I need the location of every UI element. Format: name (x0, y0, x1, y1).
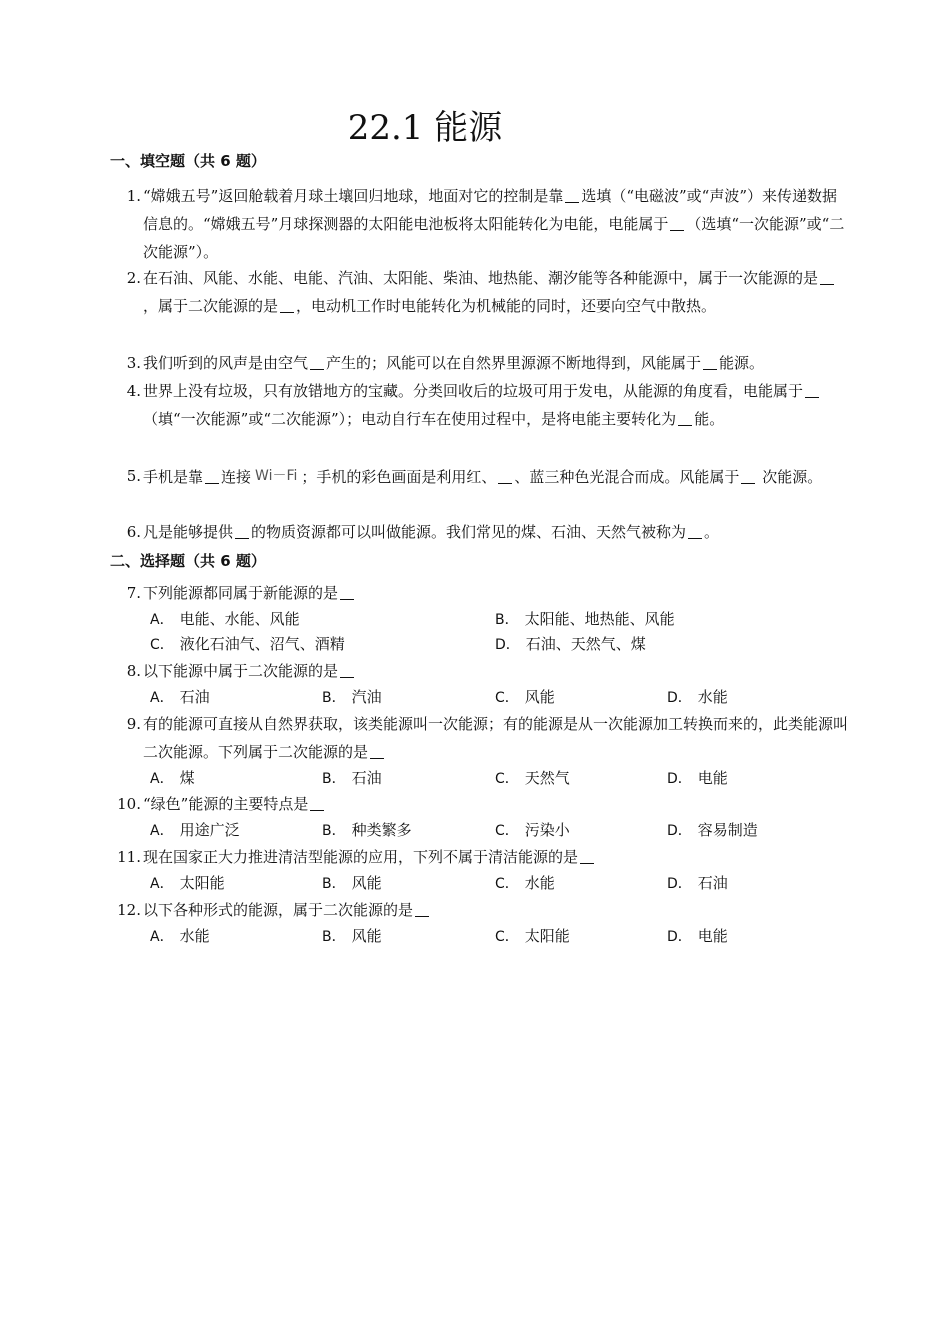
answer-blank[interactable] (310, 796, 324, 811)
option-b[interactable]: B． 风能 (322, 927, 382, 945)
option-d[interactable]: D． 电能 (667, 769, 728, 787)
answer-blank[interactable] (805, 383, 819, 398)
question-number: 5. (126, 467, 141, 485)
answer-blank[interactable] (498, 469, 512, 484)
answer-blank[interactable] (741, 469, 755, 484)
option-c[interactable]: C． 风能 (495, 688, 555, 706)
option-c[interactable]: C． 液化石油气、沼气、酒精 (150, 635, 345, 653)
answer-blank[interactable] (205, 469, 219, 484)
question-number: 10. (117, 795, 141, 813)
option-c[interactable]: C． 污染小 (495, 821, 570, 839)
question-number: 1. (126, 187, 141, 205)
question-text: 以下能源中属于二次能源的是 (143, 657, 850, 685)
answer-blank[interactable] (370, 744, 384, 759)
question-text: 有的能源可直接从自然界获取，该类能源叫一次能源；有的能源是从一次能源加工转换而来的，此类能源叫二次能源。下列属于二次能源的是 (143, 715, 849, 761)
option-b[interactable]: B． 种类繁多 (322, 821, 412, 839)
section-heading-fill: 一、填空题（共 6 题） (110, 152, 266, 170)
option-d[interactable]: D． 石油、天然气、煤 (495, 635, 646, 653)
question-number: 6. (126, 523, 141, 541)
option-a[interactable]: A． 电能、水能、风能 (150, 610, 300, 628)
answer-blank[interactable] (688, 524, 702, 539)
question-7 (115, 579, 850, 607)
option-a[interactable]: A． 水能 (150, 927, 210, 945)
option-b[interactable]: B． 石油 (322, 769, 382, 787)
question-2 (115, 264, 850, 320)
answer-blank[interactable] (415, 902, 429, 917)
question-number: 3. (126, 354, 141, 372)
question-text: 我们听到的风声是由空气 产生的；风能可以在自然界里源源不断地得到，风能属于 能源。 (143, 354, 765, 372)
question-text: 下列能源都同属于新能源的是 (143, 579, 850, 607)
answer-blank[interactable] (820, 270, 834, 285)
page-title: 22.1 能源 (347, 108, 503, 148)
option-c[interactable]: C． 太阳能 (495, 927, 570, 945)
question-text: 以下各种形式的能源，属于二次能源的是 (143, 896, 850, 924)
option-c[interactable]: C． 水能 (495, 874, 555, 892)
option-c[interactable]: C． 天然气 (495, 769, 570, 787)
section-heading-choice: 二、选择题（共 6 题） (110, 552, 266, 570)
answer-blank[interactable] (580, 849, 594, 864)
option-a[interactable]: A． 太阳能 (150, 874, 225, 892)
question-5 (115, 462, 850, 491)
question-11 (115, 843, 850, 871)
question-text: 现在国家正大力推进清洁型能源的应用，下列不属于清洁能源的是 (143, 843, 850, 871)
answer-blank[interactable] (340, 585, 354, 600)
option-d[interactable]: D． 容易制造 (667, 821, 758, 839)
question-text: “嫦娥五号”返回舱载着月球土壤回归地球，地面对它的控制是靠 选填（“电磁波”或“声波”）来传递数据信息的。“嫦娥五号”月球探测器的太阳能电池板将太阳能转化为电能，电能属于 （选填“一次能源”或“二次能源”）。 (143, 187, 845, 261)
question-number: 8. (126, 662, 141, 680)
option-d[interactable]: D． 电能 (667, 927, 728, 945)
answer-blank[interactable] (678, 411, 692, 426)
question-text: 凡是能够提供 的物质资源都可以叫做能源。我们常见的煤、石油、天然气被称为 。 (143, 523, 720, 541)
question-12 (115, 896, 850, 924)
answer-blank[interactable] (340, 663, 354, 678)
question-8 (115, 657, 850, 685)
question-text: 手机是靠 连接 Wi－Fi ；手机的彩色画面是利用红、 、蓝三种色光混合而成。风能属于 次能源。 (143, 468, 823, 486)
option-b[interactable]: B． 汽油 (322, 688, 382, 706)
question-number: 7. (126, 584, 141, 602)
question-number: 9. (126, 715, 141, 733)
question-text: 在石油、风能、水能、电能、汽油、太阳能、柴油、地热能、潮汐能等各种能源中，属于一次能源的是，属于二次能源的是 ，电动机工作时电能转化为机械能的同时，还要向空气中散热。 (143, 264, 850, 320)
question-10 (115, 790, 850, 818)
question-text: “绿色”能源的主要特点是 (143, 790, 850, 818)
question-3 (115, 349, 850, 377)
answer-blank[interactable] (565, 188, 579, 203)
option-a[interactable]: A． 石油 (150, 688, 210, 706)
question-number: 2. (126, 269, 141, 287)
option-d[interactable]: D． 水能 (667, 688, 728, 706)
question-number: 12. (117, 901, 141, 919)
answer-blank[interactable] (235, 524, 249, 539)
option-a[interactable]: A． 用途广泛 (150, 821, 240, 839)
option-b[interactable]: B． 太阳能、地热能、风能 (495, 610, 675, 628)
option-a[interactable]: A． 煤 (150, 769, 195, 787)
answer-blank[interactable] (703, 355, 717, 370)
option-d[interactable]: D． 石油 (667, 874, 728, 892)
question-number: 11. (117, 848, 141, 866)
wifi-formula: Wi－Fi (255, 468, 298, 484)
option-b[interactable]: B． 风能 (322, 874, 382, 892)
question-number: 4. (126, 382, 141, 400)
question-6 (115, 518, 850, 546)
answer-blank[interactable] (280, 298, 294, 313)
answer-blank[interactable] (670, 216, 684, 231)
question-4 (115, 377, 850, 433)
answer-blank[interactable] (310, 355, 324, 370)
question-9 (115, 710, 850, 766)
question-1 (115, 182, 850, 266)
question-text: 世界上没有垃圾，只有放错地方的宝藏。分类回收后的垃圾可用于发电，从能源的角度看，电能属于（填“一次能源”或“二次能源”）；电动自行车在使用过程中，是将电能主要转化为 能。 (143, 377, 850, 433)
